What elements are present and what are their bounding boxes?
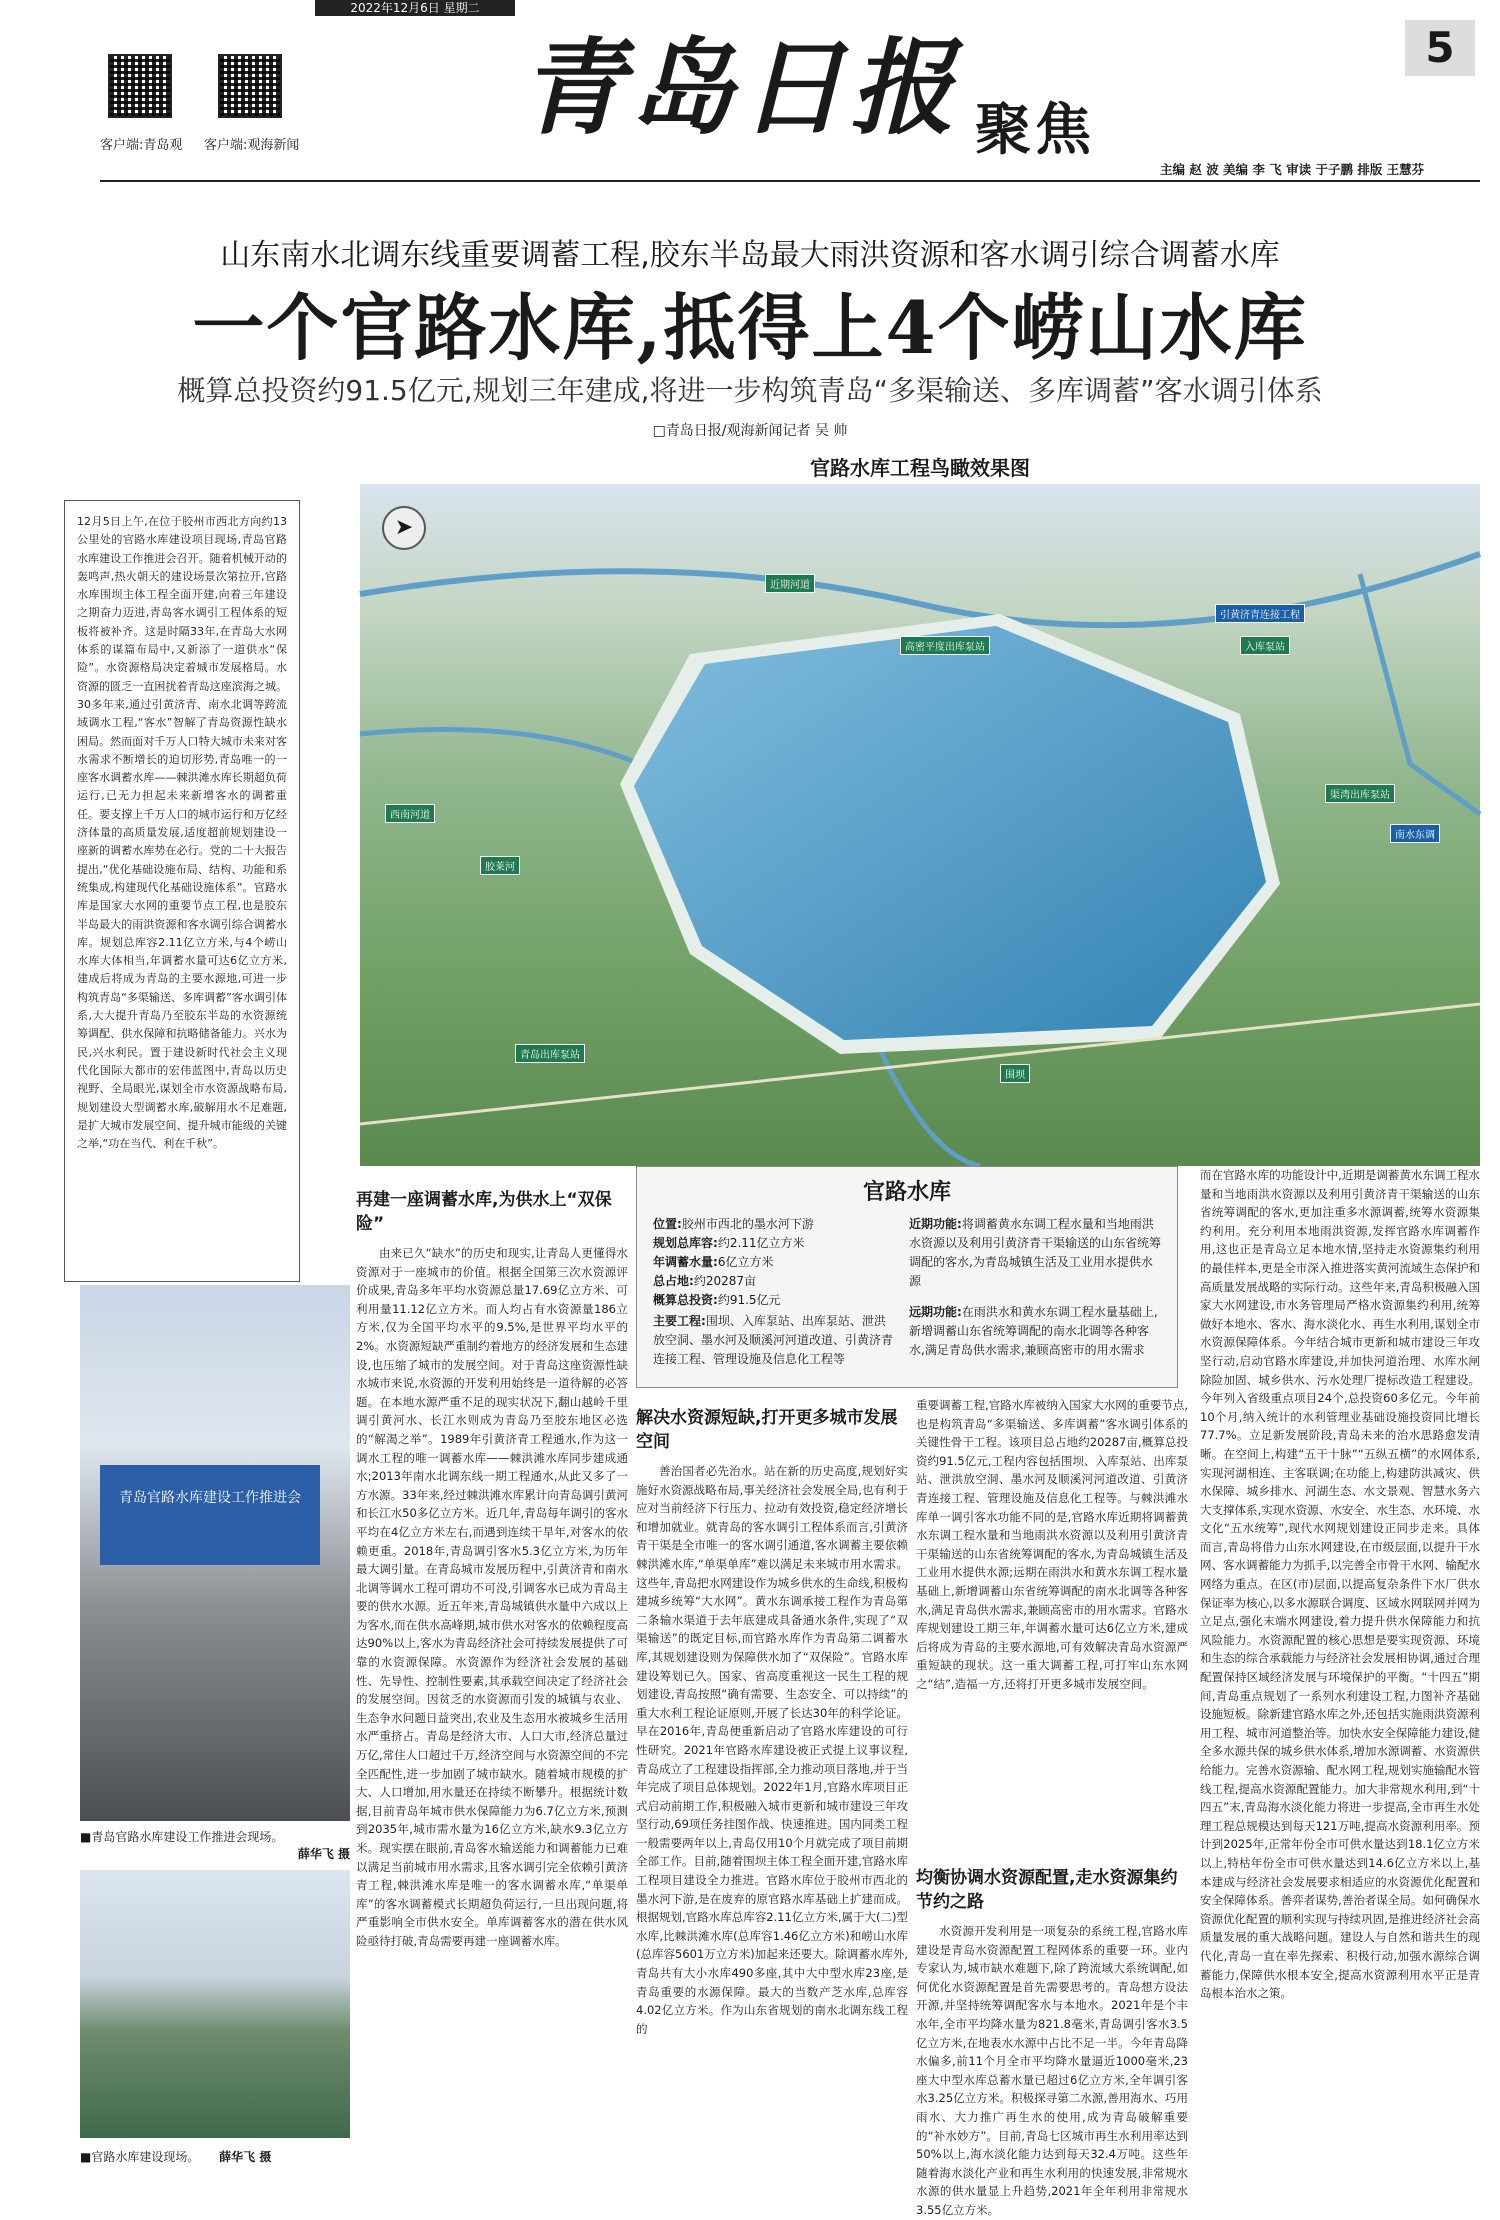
intro-text: 12月5日上午,在位于胶州市西北方向约13公里处的官路水库建设项目现场,青岛官路水库建设工作推进会召开。随着机械开动的轰鸣声,热火朝天的建设场景次第拉开,官路水库围坝主体工程全面开建,向着三年建设之期奋力迈进,青岛客水调引工程体系的短板将被补齐。这是时隔33年,在青岛大水网体系的谋篇布局中,又新添了一道供水“保险”。水资源格局决定着城市发展格局。水资源的匮乏一直困扰着青岛这座滨海之城。30多年来,通过引黄济青、南水北调等跨流域调水工程,“客水”智解了青岛资源性缺水困局。然而面对千万人口特大城市未来对客水需求不断增长的迫切形势,青岛唯一的一座客水调蓄水库——棘洪滩水库长期超负荷运行,已无力担起未来新增客水的调蓄重任。要支撑上千万人口的城市运行和万亿经济体量的高质量发展,适度超前规划建设一座新的调蓄水库势在必行。党的二十大报告提出,“优化基础设施布局、结构、功能和系统集成,构建现代化基础设施体系”。官路水库是国家大水网的重要节点工程,也是胶东半岛最大的雨洪资源和客水调引综合调蓄水库。规划总库容2.11亿立方米,与4个崂山水库大体相当,年调蓄水量可达6亿立方米,建成后将成为青岛的主要水源地,可进一步构筑青岛“多渠输送、多库调蓄”客水调引体系,大大提升青岛乃至胶东半岛的水资源统筹调配、供水保障和抗略储备能力。兴水为民,兴水利民。置于建设新时代社会主义现代化国际大都市的宏伟蓝图中,青岛以历史视野、全局眼光,谋划全市水资源战略布局,规划建设大型调蓄水库,破解用水不足难题,是扩大城市发展空间、提升城市能级的关键之举,“功在当代、利在千秋”。 (77, 515, 287, 1151)
map-label-qingdao-station: 青岛出库泵站 (515, 1044, 585, 1063)
photo-meeting[interactable] (80, 1285, 350, 1821)
qr-code-client-2[interactable] (218, 54, 282, 118)
infobox-row: 概算总投资:约91.5亿元 (653, 1293, 781, 1307)
section-2-continued-text: 重要调蓄工程,官路水库被纳入国家大水网的重要节点,也是构筑青岛“多渠输送、多库调蓄”客水调引体系的关键性骨干工程。该项目总占地约20287亩,概算总投资约91.5亿元,工程内容包括围坝、入库泵站、出库泵站、泄洪放空洞、墨水河及顺溪河河道改道、引黄济青连接工程、管理设施及信息化工程等。与棘洪滩水库单一调引客水功能不同的是,官路水库近期将调蓄黄水东调工程水量和当地雨洪水资源以及利用引黄济青干渠输送的山东省统筹调配的客水,为青岛城镇生活及工业用水提供水源;远期在雨洪水和黄水东调工程水量基础上,新增调蓄山东省统筹调配的南水北调等各种客水,满足青岛供水需求,兼顾高密市的用水需求。官路水库规划建设工期三年,年调蓄水量可达6亿立方米,建成后将成为青岛的主要水源地,可有效解决青岛水资源严重短缺的现状。这一重大调蓄工程,可打牢山东水网之“结”,造福一方,还将打开更多城市发展空间。 (916, 1398, 1188, 1691)
map-label-near-river: 近期河道 (765, 574, 815, 593)
byline: □青岛日报/观海新闻记者 吴 帅 (652, 423, 848, 439)
section-3-body (916, 1922, 1188, 2217)
infobox-near-function: 近期功能:将调蓄黄水东调工程水量和当地雨洪水资源以及利用引黄济青干渠输送的山东省统筹调配的客水,为青岛城镇生活及工业用水提供水源 (909, 1217, 1162, 1288)
intro-box (64, 500, 300, 1282)
section-3-continued (1200, 1166, 1480, 2162)
page-number: 5 (1405, 20, 1475, 76)
map-label-outflow-station: 渠湾出库泵站 (1325, 784, 1395, 803)
compass-icon: ➤ (382, 506, 426, 550)
aerial-map[interactable] (360, 484, 1480, 1166)
section-3-continued-text: 而在官路水库的功能设计中,近期是调蓄黄水东调工程水量和当地雨洪水资源以及利用引黄济青干渠输送的山东省统筹调配的客水,更加注重多水源调蓄,统筹水资源集约利用。充分利用本地雨洪资源,发挥官路水库调蓄作用,这也正是青岛立足本地水情,坚持走水资源集约利用的最佳样本,更是全市深入推进落实黄河流域生态保护和高质量发展战略的实际行动。这些年来,青岛积极融入国家大水网建设,市水务管理局严格水资源集约利用,统筹做好本地水、客水、海水淡化水、再生水利用,谋划全市水资源保障体系。今年结合城市更新和城市建设三年攻坚行动,启动官路水库建设,并加快河道治理、水库水闸除险加固、城乡供水、污水处理厂提标改造工程建设。今年列入省级重点项目24个,总投资60多亿元。今年前10个月,纳入统计的水利管理业基础设施投资同比增长77.7%。立足新发展阶段,青岛未来的治水思路愈发清晰。在空间上,构建“五干十脉”“五纵五横”的水网体系,实现河湖相连、主客联调;在功能上,构建防洪减灾、供水保障、城乡排水、河湖生态、水文景观、智慧水务六大支撑体系,实现水资源、水安全、水生态、水环境、水文化“五水统筹”,现代水网规划建设正同步走来。具体而言,青岛将借力山东水网建设,在市级层面,以提升干水网、客水调蓄能力为抓手,以完善全市骨干水网、输配水网络为重点。在区(市)层面,以提高复杂条件下水厂供水保证率为核心,以多水源联合调度、区域水网联网并网为立足点,强化末端水网建设,着力提升供水保障能力和抗风险能力。水资源配置的核心思想是要实现资源、环境和生态的综合承载能力与经济社会发展相协调,通过合理配置保持区域经济发展与环境保护的平衡。“十四五”期间,青岛重点规划了一系列水利建设工程,力图补齐基础设施短板。除新建官路水库之外,还包括实施雨洪资源利用工程、城市河道整治等。加快水安全保障能力建设,健全多水源共保的城乡供水体系,增加水源调蓄、水资源供给能力。完善水资源输、配水网工程,规划实施输配水管线工程,提高水资源配置能力。加大非常规水利用,到“十四五”末,青岛海水淡化能力将进一步提高,全市再生水处理工程总规模达到每天121万吨,提高水资源利用率。预计到2025年,正常年份全市可供水量达到18.1亿立方米以上,特枯年份全市可供水量达到14.6亿立方米以上,基本建成与经济社会发展要求相适应的水资源优化配置和安全保障体系。善弈者谋势,善治者谋全局。如何确保水资源优化配置的顺利实现与持续巩固,是推进经济社会高质量发展的重大战略问题。建设人与自然和谐共生的现代化,青岛一直在率先探索、积极行动,加强水源综合调蓄能力,保障供水根本安全,提高水资源利用水平正是青岛根本治水之策。 (1200, 1168, 1480, 2001)
section-heading-2: 解决水资源短缺,打开更多城市发展空间 (636, 1408, 898, 1452)
qr-code-client-1[interactable] (108, 54, 172, 118)
section-heading-1: 再建一座调蓄水库,为供水上“双保险” (356, 1190, 612, 1234)
qr-label-2: 客户端:观海新闻 (204, 138, 300, 153)
photo-meeting-caption (80, 1828, 350, 1862)
infobox-row: 总占地:约20287亩 (653, 1274, 756, 1288)
photo-construction-caption (80, 2148, 350, 2165)
section-2-body (636, 1462, 908, 2162)
infobox-row: 位置:胶州市西北的墨水河下游 (653, 1217, 814, 1231)
meeting-banner: 青岛官路水库建设工作推进会 (100, 1465, 320, 1565)
masthead-rule (100, 180, 1480, 182)
editor-credits: 主编 赵 波 美编 李 飞 审读 于子鹏 排版 王慧芬 (1160, 162, 1425, 177)
section-1-body (356, 1244, 628, 2164)
photo-meeting-credit: 薛华飞 摄 (297, 1847, 350, 1861)
section-2-continued (916, 1396, 1188, 1856)
map-label-inflow-station: 入库泵站 (1240, 636, 1290, 655)
reservoir-infobox (636, 1166, 1178, 1388)
section-title: 聚焦 (975, 97, 1095, 163)
headline-deck: 概算总投资约91.5亿元,规划三年建成,将进一步构筑青岛“多渠输送、多库调蓄”客水调引体系 (177, 374, 1323, 407)
infobox-far-function: 远期功能:在雨洪水和黄水东调工程水量基础上,新增调蓄山东省统筹调配的南水北调等各种客水,满足青岛供水需求,兼顾高密市的用水需求 (909, 1305, 1158, 1357)
infobox-title: 官路水库 (862, 1179, 951, 1205)
map-label-south-water: 南水东调 (1390, 824, 1440, 843)
infobox-facts (653, 1215, 893, 1369)
map-label-yellow-river-link: 引黄济青连接工程 (1215, 604, 1305, 623)
infobox-row: 规划总库容:约2.11亿立方米 (653, 1236, 805, 1250)
infobox-functions (909, 1215, 1163, 1360)
section-1-text: 由来已久“缺水”的历史和现实,让青岛人更懂得水资源对于一座城市的价值。根据全国第三次水资源评价成果,青岛多年平均水资源总量17.69亿立方米、可利用量11.12亿立方米。而人均占有水资源量186立方米,仅为全国平均水平的9.5%,是世界平均水平的2%。水资源短缺严重制约着地方的经济发展和生态建设,也压缩了城市的发展空间。对于青岛这座资源性缺水城市来说,水资源的开发利用始终是一道待解的必答题。在本地水源严重不足的现实状况下,翻山越岭千里调引黄河水、长江水则成为青岛乃至胶东地区必选的“解渴之举”。1989年引黄济青工程通水,作为这一调水工程的唯一调蓄水库——棘洪滩水库同步建成通水;2013年南水北调东线一期工程通水,从此又多了一方水源。33年来,经过棘洪滩水库累计向青岛调引黄河和长江水50多亿立方米。近几年,青岛每年调引的客水平均在4亿立方米左右,而遇到连续干旱年,对客水的依赖更重。2018年,青岛调引客水5.3亿立方米,为历年最大调引量。在青岛城市发展历程中,引黄济青和南水北调等调水工程可谓功不可没,引调客水已成为青岛主要的供水水源。近五年来,青岛城镇供水量中六成以上为客水,而在供水高峰期,城市供水对客水的依赖程度高达90%以上,客水为青岛经济社会可持续发展提供了可靠的水资源保障。水资源作为经济社会发展的基础性、先导性、控制性要素,其承载空间决定了经济社会的发展空间。因贫乏的水资源而引发的城镇与农业、生态争水问题日益突出,农业及生态用水被城乡生活用水严重挤占。青岛是经济大市、人口大市,经济总量过万亿,常住人口超过千万,经济空间与水资源空间的不完全匹配性,进一步加剧了城市缺水。随着城市规模的扩大、人口增加,用水量还在持续不断攀升。根据统计数据,目前青岛年城市供水保障能力为6.7亿立方米,预测到2035年,城市需水量为16亿立方米,缺水9.3亿立方米。现实摆在眼前,青岛客水输送能力和调蓄能力已难以满足当前城市用水需求,且客水调引完全依赖引黄济青工程,棘洪滩水库是唯一的客水调蓄水库,“单渠单库”的客水调蓄模式长期超负荷运行,一旦出现问题,将严重影响全市供水安全。单库调蓄客水的潜在供水风险亟待打破,青岛需要再建一座调蓄水库。 (356, 1246, 628, 1948)
map-label-dam: 围坝 (1000, 1064, 1030, 1083)
headline-kicker: 山东南水北调东线重要调蓄工程,胶东半岛最大雨洪资源和客水调引综合调蓄水库 (220, 238, 1280, 273)
infobox-row: 年调蓄水量:6亿立方米 (653, 1255, 774, 1269)
headline-main: 一个官路水库,抵得上4个崂山水库 (192, 285, 1308, 370)
photo-meeting-caption-text: ■青岛官路水库建设工作推进会现场。 (80, 1830, 284, 1844)
map-label-gaomi-station: 高密平度出库泵站 (900, 636, 990, 655)
map-title: 官路水库工程鸟瞰效果图 (810, 456, 1030, 480)
qr-label-1: 客户端:青岛观 (100, 138, 183, 153)
section-heading-3: 均衡协调水资源配置,走水资源集约节约之路 (916, 1868, 1178, 1912)
section-2-text: 善治国者必先治水。站在新的历史高度,规划好实施好水资源战略布局,事关经济社会发展全局,也有利于应对当前经济下行压力、拉动有效投资,稳定经济增长和增加就业。就青岛的客水调引工程体系而言,引黄济青干渠是全市唯一的客水调引通道,客水调蓄主要依赖棘洪滩水库,“单渠单库”难以满足未来城市用水需求。这些年,青岛把水网建设作为城乡供水的生命线,积极构建城乡统筹“大水网”。黄水东调承接工程作为青岛第二条输水渠道于去年底建成具备通水条件,实现了“双渠输送”的既定目标,而官路水库作为青岛第二调蓄水库,其规划建设则为保障供水加了“双保险”。官路水库建设筹划已久。国家、省高度重视这一民生工程的规划建设,青岛按照“确有需要、生态安全、可以持续”的重大水利工程论证原则,开展了长达30年的科学论证。早在2016年,青岛便重新启动了官路水库建设的可行性研究。2021年官路水库建设被正式提上议事议程,青岛成立了工程建设指挥部,全力推动项目落地,并于当年完成了项目总体规划。2022年1月,官路水库项目正式启动前期工作,积极融入城市更新和城市建设三年攻坚行动,69项任务挂图作战、快速推进。国内同类工程一般需要两年以上,青岛仅用10个月就完成了项目前期全部工作。目前,随着围坝主体工程全面开建,官路水库工程项目建设全力推进。官路水库位于胶州市西北的墨水河下游,是在废弃的原官路水库基础上扩建而成。根据规划,官路水库总库容2.11亿立方米,属于大(二)型水库,比棘洪滩水库(总库容1.46亿立方米)和崂山水库(总库容5601万立方米)加起来还要大。除调蓄水库外,青岛共有大小水库490多座,其中大中型水库23座,是青岛重要的水源保障。最大的当数产芝水库,总库容4.02亿立方米。作为山东省规划的南水北调东线工程的 (636, 1464, 908, 2036)
date-line: 2022年12月6日 星期二 (315, 0, 515, 16)
photo-construction-credit: 薛华飞 摄 (219, 2150, 272, 2164)
map-label-southwest-river: 西南河道 (385, 804, 435, 823)
map-label-jiaolai-river: 胶莱河 (480, 856, 520, 875)
infobox-main-works: 主要工程:围坝、入库泵站、出库泵站、泄洪放空洞、墨水河及顺溪河河道改道、引黄济青连接工程、管理设施及信息化工程等 (653, 1314, 894, 1366)
paper-name-logo: 青岛日报 (520, 26, 961, 149)
photo-construction-caption-text: ■官路水库建设现场。 (80, 2150, 200, 2164)
photo-construction[interactable] (80, 1870, 350, 2138)
section-3-text: 水资源开发利用是一项复杂的系统工程,官路水库建设是青岛水资源配置工程网体系的重要一环。业内专家认为,城市缺水难题下,除了跨流域大系统调配,如何优化水资源配置是首先需要思考的。青岛想方设法开源,并坚持统筹调配客水与本地水。2021年是个丰水年,全市平均降水量为821.8毫米,青岛调引客水3.5亿立方米,在地表水水源中占比不足一半。今年青岛降水偏多,前11个月全市平均降水量逼近1000毫米,23座大中型水库总蓄水量已超过6亿立方米,全年调引客水3.25亿立方米。积极探寻第二水源,善用海水、巧用雨水、大力推广再生水的使用,成为青岛破解重要的“补水妙方”。目前,青岛七区城市再生水利用率达到50%以上,海水淡化能力达到每天32.4万吨。这些年随着海水淡化产业和再生水利用的快速发展,非常规水水源的供水量显上升趋势,2021年全年利用非常规水3.55亿立方米。 (916, 1924, 1188, 2217)
